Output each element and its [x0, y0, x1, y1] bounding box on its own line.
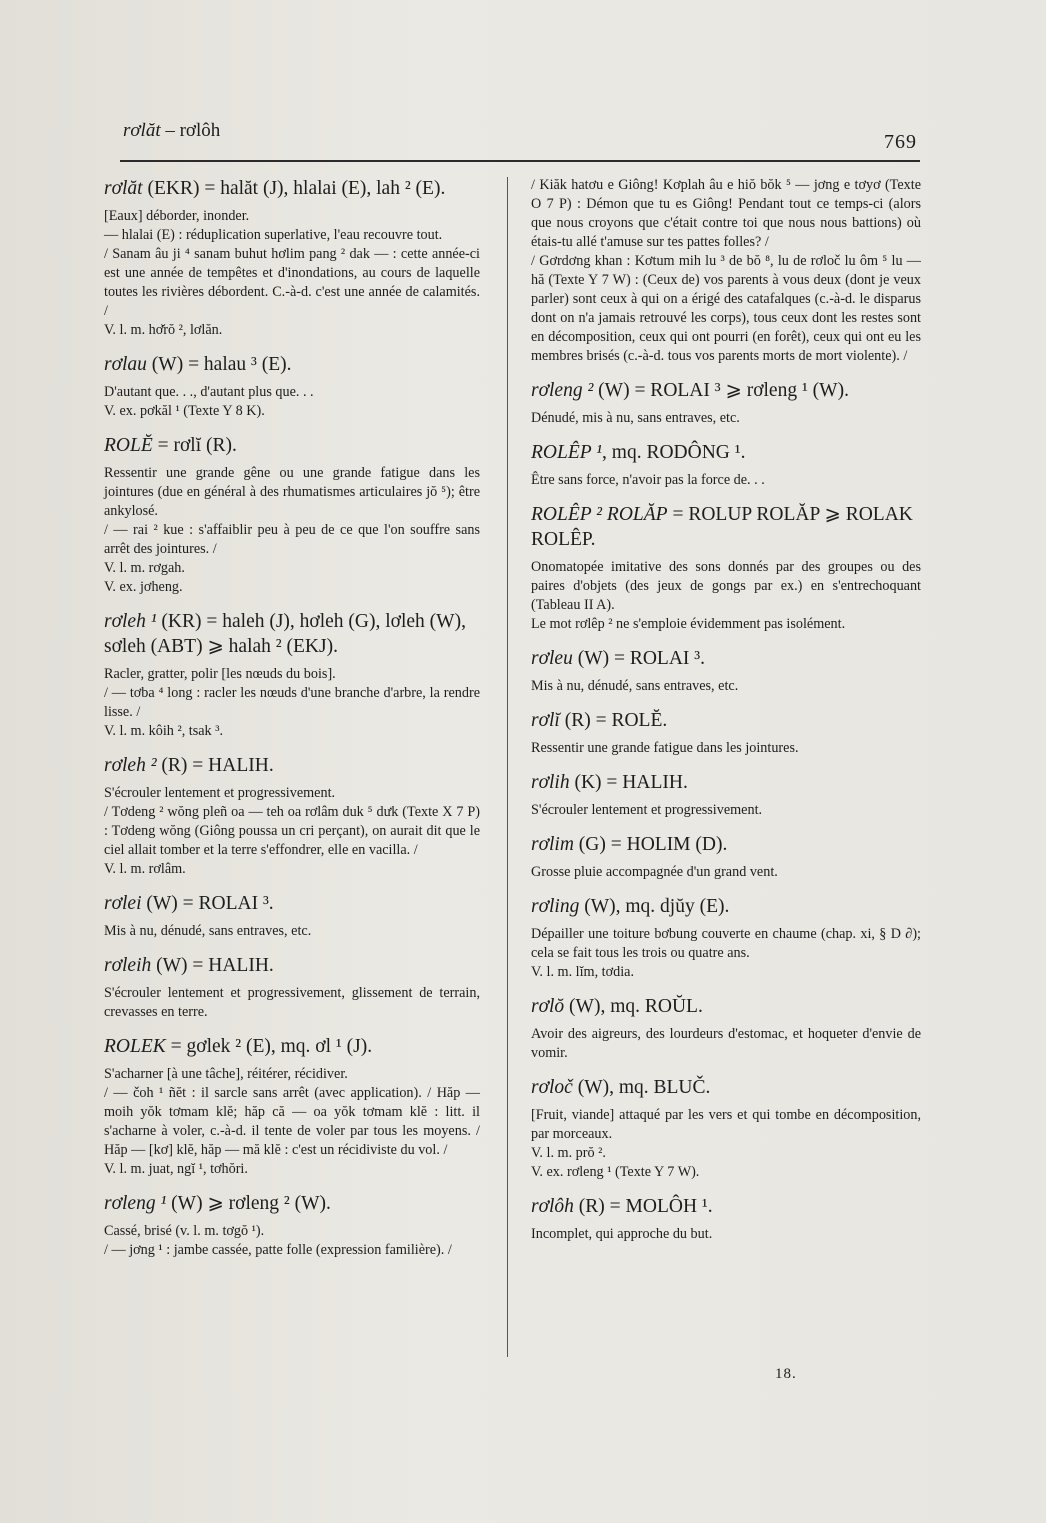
headword: rơlau: [104, 354, 147, 375]
definition-line: V. l. m. lĭm, tơdia.: [531, 964, 635, 980]
entry-definition: [531, 558, 921, 634]
dictionary-entry: [104, 953, 480, 1022]
entry-definition: [531, 1025, 921, 1063]
entry-headline: [104, 352, 480, 377]
entry-definition: [104, 1065, 480, 1179]
headword-equivalents: = ROLUP ROLĂP ⩾ ROLAK ROLÊP.: [531, 504, 913, 550]
entry-headline: [104, 1191, 480, 1216]
definition-line: V. l. m. kôih ², tsak ³.: [104, 723, 223, 739]
entry-definition: [531, 176, 921, 366]
entry-headline: [531, 502, 921, 552]
header-range-end: rơlôh: [179, 120, 221, 141]
entry-definition: [104, 984, 480, 1022]
definition-line: / Sanam âu ji ⁴ sanam buhut hơlim pang ² dak — : cette année-ci est une année de tempêtes et d'inondations, au cours de laquelle toutes les rivières débordent. C.-à-d. c'est une année de calamités. /: [104, 246, 480, 319]
entry-headline: [531, 1075, 921, 1100]
header-separator: –: [160, 120, 180, 141]
entry-headline: [531, 708, 921, 733]
headword: rơloč: [531, 1077, 573, 1098]
dictionary-entry: [531, 176, 921, 366]
headword-equivalents: = gơlek ² (E), mq. ơl ¹ (J).: [165, 1036, 373, 1057]
header-rule: [120, 160, 920, 162]
headword-equivalents: (W) = ROLAI ³ ⩾ rơleng ¹ (W).: [593, 380, 849, 401]
definition-line: V. ex. jơheng.: [104, 579, 183, 595]
entry-headline: [104, 891, 480, 916]
definition-line: Cassé, brisé (v. l. m. tơgŏ ¹).: [104, 1223, 265, 1239]
dictionary-entry: [531, 1194, 921, 1244]
headword: rơlih: [531, 772, 570, 793]
definition-line: / — tơba ⁴ long : racler les nœuds d'une branche d'arbre, la rendre lisse. /: [104, 685, 480, 720]
definition-line: V. ex. pơkăl ¹ (Texte Y 8 K).: [104, 403, 265, 419]
header-range-start: rơlăt: [123, 120, 161, 141]
definition-line: [Fruit, viande] attaqué par les vers et qui tombe en décomposition, par morceaux.: [531, 1107, 921, 1142]
definition-line: Onomatopée imitative des sons donnés par des groupes ou des paires d'objets (des jeux de gongs par ex.) en s'entrechoquant (Tableau II A).: [531, 559, 921, 613]
entry-definition: [104, 665, 480, 741]
entry-headline: [531, 1194, 921, 1219]
headword-equivalents: (W), mq. BLUČ.: [572, 1077, 711, 1098]
entry-headline: [531, 770, 921, 795]
definition-line: / — jơng ¹ : jambe cassée, patte folle (expression familière). /: [104, 1242, 452, 1258]
definition-line: / Tơdeng ² wŏng pleñ oa — teh oa rơlâm duk ⁵ dưk (Texte X 7 P) : Tơdeng wŏng (Giông poussa un cri perçant), on aurait dit que le ciel allait tomber et la terre s'effondrer, elle en vacilla. /: [104, 804, 480, 858]
headword: rơlei: [104, 893, 142, 914]
entry-headline: [531, 994, 921, 1019]
entry-headline: [104, 953, 480, 978]
entry-definition: [104, 1222, 480, 1260]
definition-line: / Kiăk hatơu e Giông! Kơplah âu e hiŏ bŏk ⁵ — jơng e tơyơ (Texte O 7 P) : Démon que tu es Giông! Pendant tout ce temps-ci (alors que nous croyons que c'était contre toi que nous nous battions) où étais-tu allé t'amuse sur tes pattes folles? /: [531, 177, 921, 250]
headword: rơlăt: [104, 178, 143, 199]
headword: ROLÊP ¹: [531, 442, 603, 463]
dictionary-entry: [531, 378, 921, 428]
entry-definition: [531, 1225, 921, 1244]
headword-equivalents: (R) = ROLĔ.: [559, 710, 668, 731]
headword-equivalents: (W) = ROLAI ³.: [572, 648, 706, 669]
definition-line: D'autant que. . ., d'autant plus que. . .: [104, 384, 314, 400]
definition-line: V. l. m. juat, ngĭ ¹, tơhŏri.: [104, 1161, 248, 1177]
headword-equivalents: (EKR) = halăt (J), hlalai (E), lah ² (E).: [142, 178, 446, 199]
entry-definition: [104, 784, 480, 879]
definition-line: Mis à nu, dénudé, sans entraves, etc.: [531, 678, 739, 694]
dictionary-entry: [104, 352, 480, 421]
entry-headline: [531, 646, 921, 671]
definition-line: V. l. m. hơ̆rŏ ², lơlăn.: [104, 322, 223, 338]
dictionary-entry: [531, 832, 921, 882]
definition-line: Grosse pluie accompagnée d'un grand vent.: [531, 864, 778, 880]
headword-equivalents: (W) ⩾ rơleng ² (W).: [166, 1193, 331, 1214]
definition-line: Dépailler une toiture bơbung couverte en chaume (chap. xi, § D ∂); cela se fait tous les trois ou quatre ans.: [531, 926, 921, 961]
entry-definition: [531, 677, 921, 696]
running-header: [123, 120, 220, 142]
headword: ROLĔ: [104, 435, 153, 456]
dictionary-entry: [531, 994, 921, 1063]
definition-line: / — rai ² kue : s'affaiblir peu à peu de ce que l'on souffre sans arrêt des jointures. /: [104, 522, 480, 557]
entry-headline: [531, 832, 921, 857]
entry-definition: [104, 207, 480, 340]
headword: rơlim: [531, 834, 574, 855]
headword-equivalents: (KR) = haleh (J), hơleh (G), lơleh (W), sơleh (ABT) ⩾ halah ² (EKJ).: [104, 611, 466, 657]
entry-definition: [104, 922, 480, 941]
dictionary-entry: [531, 894, 921, 982]
entry-definition: [531, 863, 921, 882]
headword: rơlôh: [531, 1196, 574, 1217]
headword: ROLEK: [104, 1036, 166, 1057]
definition-line: Dénudé, mis à nu, sans entraves, etc.: [531, 410, 740, 426]
entry-headline: [104, 176, 480, 201]
entry-definition: [531, 409, 921, 428]
definition-line: V. l. m. prŏ ².: [531, 1145, 606, 1161]
signature-mark: 18.: [775, 1366, 797, 1382]
dictionary-entry: [104, 1191, 480, 1260]
definition-line: — hlalai (E) : réduplication superlative, l'eau recouvre tout.: [104, 227, 443, 243]
left-column: [104, 176, 480, 1272]
headword: rơleng ²: [531, 380, 594, 401]
headword-equivalents: (R) = MOLÔH ¹.: [573, 1196, 713, 1217]
headword: rơling: [531, 896, 580, 917]
definition-line: Racler, gratter, polir [les nœuds du bois].: [104, 666, 336, 682]
entry-headline: [104, 609, 480, 659]
definition-line: Incomplet, qui approche du but.: [531, 1226, 713, 1242]
page-number: 769: [884, 131, 917, 153]
right-column: [531, 176, 921, 1256]
entry-definition: [104, 383, 480, 421]
dictionary-entry: [531, 770, 921, 820]
definition-line: Avoir des aigreurs, des lourdeurs d'estomac, et hoqueter d'envie de vomir.: [531, 1026, 921, 1061]
entry-definition: [531, 739, 921, 758]
definition-line: Ressentir une grande gêne ou une grande fatigue dans les jointures (due en général à des rhumatismes articulaires jŏ ⁵); être ankylosé.: [104, 465, 480, 519]
headword: ROLÊP ² ROLĂP: [531, 504, 668, 525]
dictionary-entry: [531, 440, 921, 490]
headword-equivalents: (W), mq. ROŬL.: [564, 996, 703, 1017]
headword-equivalents: , mq. RODÔNG ¹.: [602, 442, 746, 463]
entry-definition: [531, 801, 921, 820]
definition-line: Le mot rơlêp ² ne s'emploie évidemment pas isolément.: [531, 616, 846, 632]
definition-line: / Gơrdơng khan : Kơtum mih lu ³ de bŏ ⁸, lu de rơloč lu ôm ⁵ lu — hă (Texte Y 7 W) : (Ceux de) vos parents à vous deux (dont je veux parler) sont ceux à qui on a érigé des catafalques (c.-à-d. le disparus dont on n'a jamais retrouvé les corps), tous ceux dont les restes sont en décomposition, ceux qui ont pourri (en forêt), ceux qui ont eu les membres brisés (c.-à-d. tous vos parents morts de mort violente). /: [531, 253, 921, 364]
definition-line: Ressentir une grande fatigue dans les jointures.: [531, 740, 799, 756]
dictionary-entry: [104, 891, 480, 941]
definition-line: V. l. m. rơgah.: [104, 560, 185, 576]
headword-equivalents: (K) = HALIH.: [569, 772, 688, 793]
dictionary-entry: [531, 502, 921, 634]
definition-line: V. l. m. rơlâm.: [104, 861, 186, 877]
headword-equivalents: = rơlĭ (R).: [152, 435, 237, 456]
entry-definition: [104, 464, 480, 597]
definition-line: [Eaux] déborder, inonder.: [104, 208, 250, 224]
column-divider: [507, 177, 508, 1357]
dictionary-entry: [104, 433, 480, 597]
definition-line: / — čoh ¹ ñĕt : il sarcle sans arrêt (avec application). / Hăp — moih yŏk tơmam klĕ; hăp că — oa yŏk tơmam klĕ : litt. il s'acharne à voler, c.-à-d. il tente de voler par tous les moyens. / Hăp — [kơ] klĕ, hăp — mă klĕ : c'est un récidiviste du vol. /: [104, 1085, 480, 1158]
headword-equivalents: (W) = HALIH.: [151, 955, 274, 976]
headword: rơleng ¹: [104, 1193, 167, 1214]
entry-definition: [531, 925, 921, 982]
definition-line: S'écrouler lentement et progressivement, glissement de terrain, crevasses en terre.: [104, 985, 480, 1020]
definition-line: S'acharner [à une tâche], réitérer, récidiver.: [104, 1066, 348, 1082]
dictionary-entry: [531, 646, 921, 696]
entry-headline: [531, 378, 921, 403]
definition-line: S'écrouler lentement et progressivement.: [531, 802, 763, 818]
entry-headline: [104, 433, 480, 458]
dictionary-entry: [104, 176, 480, 340]
dictionary-entry: [531, 708, 921, 758]
definition-line: V. ex. rơleng ¹ (Texte Y 7 W).: [531, 1164, 700, 1180]
headword: rơlŏ: [531, 996, 565, 1017]
entry-definition: [531, 471, 921, 490]
definition-line: Être sans force, n'avoir pas la force de. . .: [531, 472, 765, 488]
dictionary-entry: [104, 609, 480, 741]
headword: rơleih: [104, 955, 152, 976]
headword: rơleh ¹: [104, 611, 157, 632]
entry-headline: [104, 1034, 480, 1059]
headword-equivalents: (G) = HOLIM (D).: [573, 834, 728, 855]
headword-equivalents: (W) = halau ³ (E).: [146, 354, 292, 375]
dictionary-entry: [104, 753, 480, 879]
entry-headline: [104, 753, 480, 778]
definition-line: S'écrouler lentement et progressivement.: [104, 785, 336, 801]
definition-line: Mis à nu, dénudé, sans entraves, etc.: [104, 923, 312, 939]
dictionary-entry: [104, 1034, 480, 1179]
dictionary-entry: [531, 1075, 921, 1182]
headword-equivalents: (R) = HALIH.: [156, 755, 274, 776]
headword: rơlĭ: [531, 710, 560, 731]
headword-equivalents: (W) = ROLAI ³.: [141, 893, 274, 914]
entry-headline: [531, 440, 921, 465]
headword: rơleu: [531, 648, 573, 669]
entry-headline: [531, 894, 921, 919]
headword: rơleh ²: [104, 755, 157, 776]
headword-equivalents: (W), mq. djŭy (E).: [579, 896, 730, 917]
entry-definition: [531, 1106, 921, 1182]
